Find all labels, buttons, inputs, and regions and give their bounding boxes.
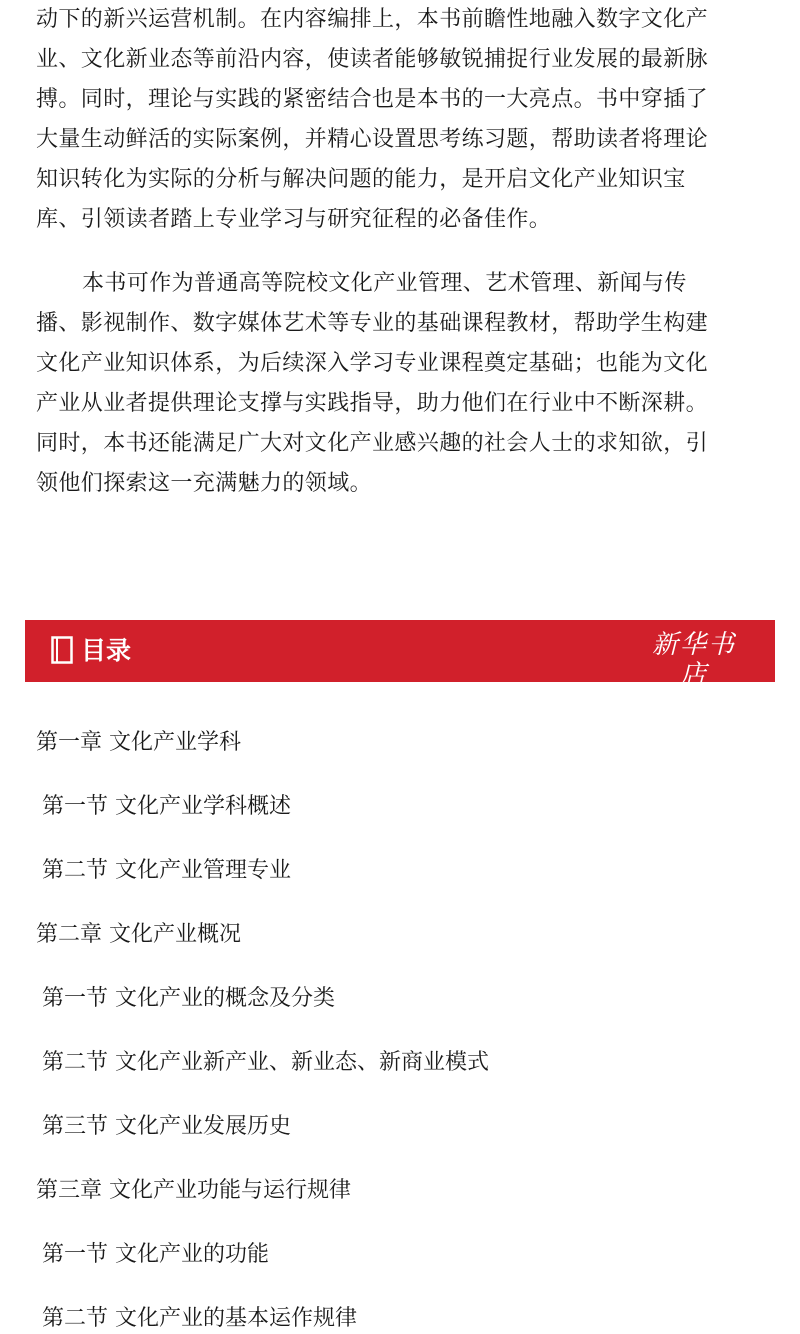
text-line: 业、文化新业态等前沿内容，使读者能够敏锐捕捉行业发展的最新脉 (36, 47, 709, 72)
toc-chapter-1[interactable]: 第一章 文化产业学科 (36, 730, 241, 755)
intro-paragraph-1 (36, 0, 760, 240)
toc-header-banner (25, 620, 775, 699)
text-line: 播、影视制作、数字媒体艺术等专业的基础课程教材，帮助学生构建 (36, 311, 709, 336)
logo-subtitle: XINHUA BOOKSTORE (649, 691, 739, 699)
toc-section-1-2[interactable]: 第二节 文化产业管理专业 (42, 858, 291, 883)
toc-section-1-1[interactable]: 第一节 文化产业学科概述 (42, 794, 291, 819)
text-line: 动下的新兴运营机制。在内容编排上，本书前瞻性地融入数字文化产 (36, 7, 709, 32)
text-line: 本书可作为普通高等院校文化产业管理、艺术管理、新闻与传 (82, 271, 687, 296)
toc-section-2-3[interactable]: 第三节 文化产业发展历史 (42, 1114, 291, 1139)
toc-section-3-2[interactable]: 第二节 文化产业的基本运作规律 (42, 1306, 357, 1331)
intro-text (36, 0, 760, 504)
xinhua-bookstore-logo (639, 630, 749, 700)
intro-paragraph-2 (36, 264, 760, 504)
text-line: 产业从业者提供理论支撑与实践指导，助力他们在行业中不断深耕。 (36, 391, 709, 416)
toc-chapter-3[interactable]: 第三章 文化产业功能与运行规律 (36, 1178, 351, 1203)
logo-wordmark: 新华书店 (651, 630, 736, 690)
toc-chapter-2[interactable]: 第二章 文化产业概况 (36, 922, 241, 947)
text-line: 大量生动鲜活的实际案例，并精心设置思考练习题，帮助读者将理论 (36, 127, 709, 152)
text-line: 领他们探索这一充满魅力的领域。 (36, 471, 373, 496)
text-line: 搏。同时，理论与实践的紧密结合也是本书的一大亮点。书中穿插了 (36, 87, 709, 112)
text-line: 库、引领读者踏上专业学习与研究征程的必备佳作。 (36, 207, 552, 232)
text-line: 知识转化为实际的分析与解决问题的能力，是开启文化产业知识宝 (36, 167, 686, 192)
text-line: 文化产业知识体系，为后续深入学习专业课程奠定基础；也能为文化 (36, 351, 709, 376)
toc-section-2-2[interactable]: 第二节 文化产业新产业、新业态、新商业模式 (42, 1050, 489, 1075)
toc-section-2-1[interactable]: 第一节 文化产业的概念及分类 (42, 986, 335, 1011)
toc-title: 目录 (81, 636, 132, 665)
book-icon (51, 636, 73, 664)
toc-section-3-1[interactable]: 第一节 文化产业的功能 (42, 1242, 269, 1267)
text-line: 同时，本书还能满足广大对文化产业感兴趣的社会人士的求知欲，引 (36, 431, 709, 456)
